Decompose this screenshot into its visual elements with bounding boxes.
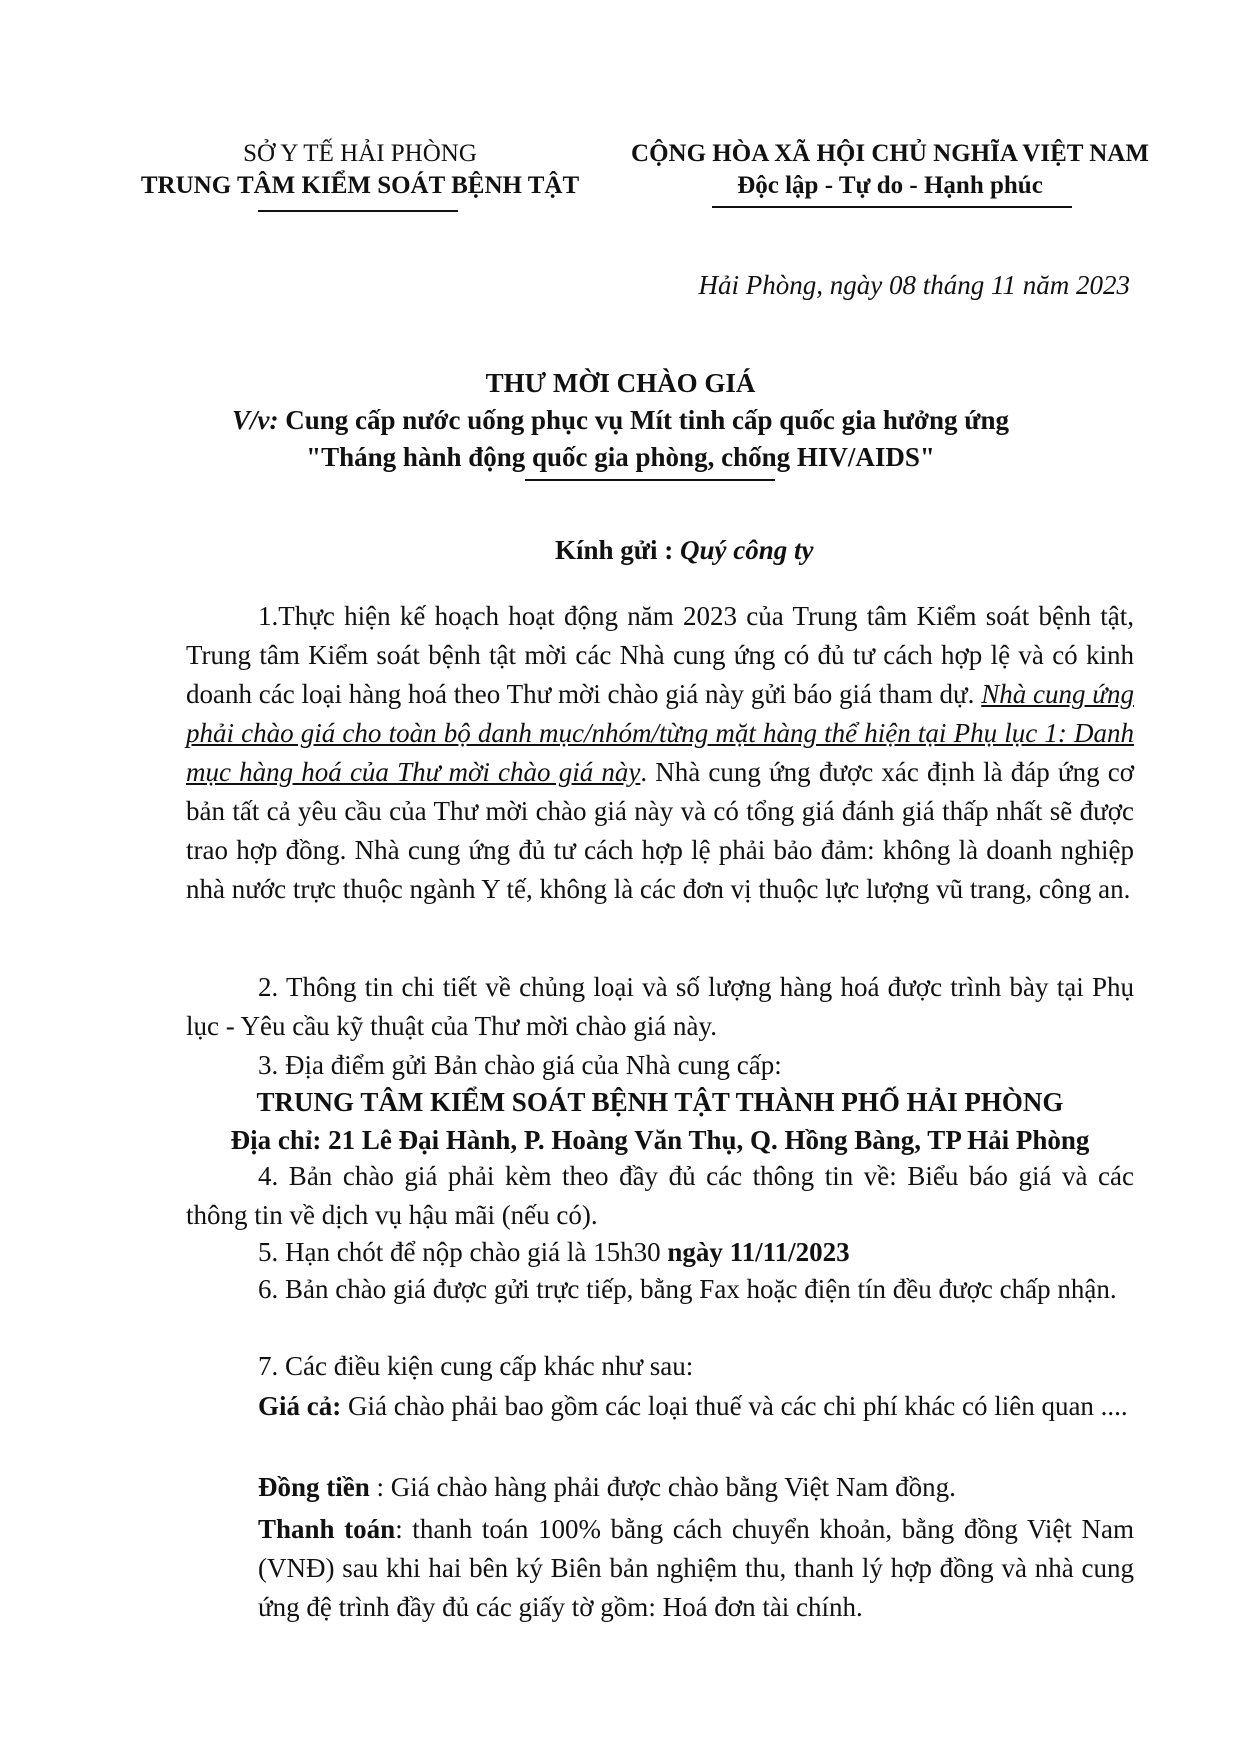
payment-condition: [258, 1510, 1134, 1627]
subject-line-2: "Tháng hành động quốc gia phòng, chống HIV/AIDS": [306, 442, 935, 472]
date-line: Hải Phòng, ngày 08 tháng 11 năm 2023: [698, 270, 1130, 300]
section-2: 2. Thông tin chi tiết về chủng loại và số lượng hàng hoá được trình bày tại Phụ lục - Yêu cầu kỹ thuật của Thư mời chào giá này.: [186, 972, 1134, 1041]
salutation-label: Kính gửi :: [555, 535, 680, 565]
motto-underline: [712, 206, 1072, 208]
deadline-date: ngày 11/11/2023: [667, 1237, 850, 1267]
section-1-emphasis: Nhà cung ứng phải chào giá cho toàn bộ danh mục/nhóm/từng mặt hàng thể hiện tại Phụ lục 1: Danh mục hàng hoá của Thư mời chào giá này: [186, 679, 1134, 787]
currency-condition: [258, 1468, 1134, 1507]
price-text: Giá chào phải bao gồm các loại thuế và các chi phí khác có liên quan ....: [341, 1391, 1128, 1421]
subject-prefix: V/v:: [232, 405, 279, 435]
salutation: [555, 535, 813, 566]
recipient-organization: TRUNG TÂM KIỂM SOÁT BỆNH TẬT THÀNH PHỐ HẢI PHÒNG: [256, 1087, 1064, 1117]
national-motto: Độc lập - Tự do - Hạnh phúc: [737, 172, 1043, 199]
org-name: TRUNG TÂM KIỂM SOÁT BỆNH TẬT: [140, 172, 580, 199]
section-1-intro: 1.Thực hiện kế hoạch hoạt động năm 2023 của Trung tâm Kiểm soát bệnh tật, Trung tâm Kiểm soát bệnh tật mời các Nhà cung ứng có đủ tư cách hợp lệ và có kinh doanh các loại hàng hoá theo Thư mời chào giá này gửi báo giá tham dự.: [186, 601, 1134, 709]
section-5: [186, 1233, 1134, 1272]
section-3: 3. Địa điểm gửi Bản chào giá của Nhà cung cấp:: [258, 1050, 782, 1080]
subject-line-1: Cung cấp nước uống phục vụ Mít tinh cấp quốc gia hưởng ứng: [278, 405, 1009, 435]
country-name: CỘNG HÒA XÃ HỘI CHỦ NGHĨA VIỆT NAM: [631, 140, 1149, 167]
org-underline: [258, 210, 458, 212]
section-4: 4. Bản chào giá phải kèm theo đầy đủ các thông tin về: Biểu báo giá và các thông tin về dịch vụ hậu mãi (nếu có).: [186, 1161, 1134, 1230]
national-heading: [620, 138, 1160, 202]
org-parent: SỞ Y TẾ HẢI PHÒNG: [243, 140, 477, 167]
price-label: Giá cả:: [258, 1391, 342, 1421]
document-subject: [0, 405, 1241, 436]
payment-label: Thanh toán: [258, 1514, 396, 1544]
issuing-organization: [130, 138, 590, 202]
price-condition: [258, 1387, 1134, 1426]
payment-text: : thanh toán 100% bằng cách chuyển khoản, bằng đồng Việt Nam (VNĐ) sau khi hai bên ký Biên bản nghiệm thu, thanh lý hợp đồng và nhà cung ứng đệ trình đầy đủ các giấy tờ gồm: Hoá đơn tài chính.: [258, 1514, 1134, 1622]
currency-text: : Giá chào hàng phải được chào bằng Việt Nam đồng.: [369, 1472, 956, 1502]
salutation-recipient: Quý công ty: [679, 535, 814, 565]
section-7: 7. Các điều kiện cung cấp khác như sau:: [258, 1351, 694, 1381]
currency-label: Đồng tiền: [258, 1472, 370, 1502]
section-1-conditions: . Nhà cung ứng được xác định là đáp ứng cơ bản tất cả yêu cầu của Thư mời chào giá này và có tổng giá đánh giá thấp nhất sẽ được trao hợp đồng. Nhà cung ứng đủ tư cách hợp lệ phải bảo đảm: không là doanh nghiệp nhà nước trực thuộc ngành Y tế, không là các đơn vị thuộc lực lượng vũ trang, công an.: [186, 757, 1134, 904]
title-underline: [525, 479, 775, 481]
recipient-address: Địa chỉ: 21 Lê Đại Hành, P. Hoàng Văn Thụ, Q. Hồng Bàng, TP Hải Phòng: [230, 1125, 1090, 1155]
document-title: THƯ MỜI CHÀO GIÁ: [485, 368, 756, 398]
section-1: [186, 597, 1134, 909]
section-5-text: 5. Hạn chót để nộp chào giá là 15h30: [258, 1237, 668, 1267]
section-6: 6. Bản chào giá được gửi trực tiếp, bằng Fax hoặc điện tín đều được chấp nhận.: [258, 1274, 1117, 1304]
